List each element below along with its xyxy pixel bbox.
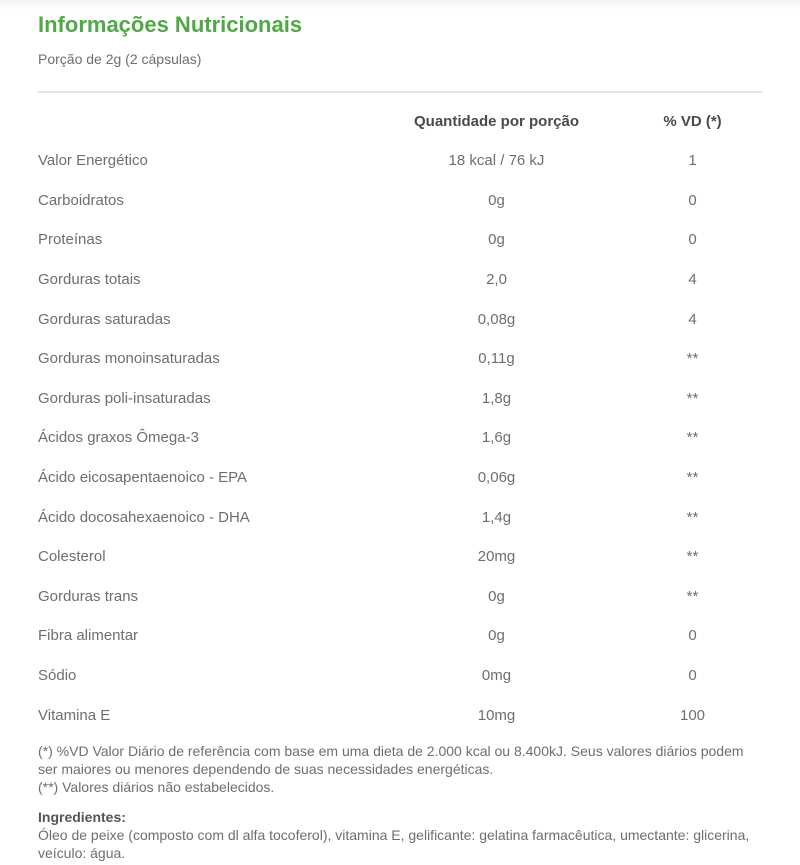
table-row (38, 418, 762, 458)
nutrient-label: Vitamina E (38, 706, 111, 724)
table-row (38, 497, 762, 537)
table-row (38, 695, 762, 735)
ingredients-text: Óleo de peixe (composto com dl alfa tocoferol), vitamina E, gelificante: gelatina farmacêutica, umectante: glicerina, veículo: água. (38, 826, 750, 861)
not-established-note: (**) Valores diários não estabelecidos. (38, 778, 275, 795)
nutrient-vd: 4 (688, 271, 697, 289)
nutrient-vd: 0 (688, 231, 697, 249)
nutrient-vd: ** (686, 548, 699, 566)
nutrient-label: Gorduras totais (38, 271, 141, 289)
page-title: Informações Nutricionais (38, 12, 303, 37)
column-header-quantity: Quantidade por porção (413, 112, 579, 130)
table-row (38, 141, 762, 181)
nutrient-label: Sódio (38, 667, 77, 685)
nutrient-vd: 1 (688, 152, 697, 170)
table-row (38, 379, 762, 419)
nutrient-quantity: 18 kcal / 76 kJ (448, 152, 545, 170)
nutrient-vd: 100 (679, 706, 706, 724)
nutrient-label: Gorduras poli-insaturadas (38, 389, 211, 407)
nutrient-quantity: 0g (488, 191, 505, 209)
table-row (38, 339, 762, 379)
nutrient-label: Ácidos graxos Ômega-3 (38, 429, 199, 447)
table-row (38, 577, 762, 617)
nutrient-quantity: 0,08g (477, 310, 516, 328)
nutrient-vd: ** (686, 508, 699, 526)
nutrient-quantity: 0,06g (477, 469, 516, 487)
nutrient-quantity: 0g (488, 627, 505, 645)
nutrient-label: Fibra alimentar (38, 627, 139, 645)
nutrient-quantity: 0g (488, 587, 505, 605)
nutrient-quantity: 0,11g (478, 350, 515, 368)
table-row (38, 537, 762, 577)
nutrient-vd: 4 (688, 310, 697, 328)
nutrient-label: Ácido eicosapentaenoico - EPA (38, 469, 248, 487)
table-row (38, 220, 762, 260)
nutrient-vd: ** (686, 429, 699, 447)
nutrient-label: Ácido docosahexaenoico - DHA (38, 508, 250, 526)
serving-size-text: Porção de 2g (2 cápsulas) (38, 51, 202, 67)
nutrient-label: Gorduras saturadas (38, 310, 171, 328)
nutrient-quantity: 1,8g (481, 389, 512, 407)
footnotes (38, 742, 762, 796)
nutrient-label: Proteínas (38, 231, 103, 249)
nutrient-vd: 0 (688, 627, 697, 645)
table-header-row (38, 101, 762, 141)
nutrient-vd: ** (686, 350, 699, 368)
table-row (38, 616, 762, 656)
nutrient-vd: 0 (688, 667, 697, 685)
table-row (38, 181, 762, 221)
column-header-vd: % VD (*) (663, 112, 722, 130)
nutrient-label: Gorduras monoinsaturadas (38, 350, 220, 368)
nutrient-label: Carboidratos (38, 191, 124, 209)
top-edge-shading (0, 0, 800, 10)
nutrient-quantity: 1,6g (481, 429, 512, 447)
nutrient-quantity: 2,0 (486, 271, 507, 289)
header-divider (38, 91, 762, 93)
nutrient-quantity: 10mg (477, 706, 516, 724)
nutrient-quantity: 0g (488, 231, 505, 249)
nutrient-vd: 0 (688, 191, 697, 209)
nutrient-quantity: 0mg (481, 667, 512, 685)
table-row (38, 299, 762, 339)
vd-reference-note: (*) %VD Valor Diário de referência com base em uma dieta de 2.000 kcal ou 8.400kJ. Seus valores diários podem ser maiores ou menores dependendo de suas necessidades energéticas. (38, 742, 744, 777)
nutrient-label: Colesterol (38, 548, 106, 566)
nutrient-quantity: 1,4g (481, 508, 512, 526)
nutrient-vd: ** (686, 469, 699, 487)
nutrient-label: Gorduras trans (38, 587, 139, 605)
table-row (38, 656, 762, 696)
nutrient-vd: ** (686, 389, 699, 407)
nutrient-quantity: 20mg (477, 548, 516, 566)
nutrition-panel (0, 12, 800, 862)
ingredients-heading: Ingredientes: (38, 808, 126, 825)
nutrition-table (38, 141, 762, 735)
nutrient-vd: ** (686, 587, 699, 605)
table-row (38, 458, 762, 498)
nutrient-label: Valor Energético (38, 152, 148, 170)
table-row (38, 260, 762, 300)
